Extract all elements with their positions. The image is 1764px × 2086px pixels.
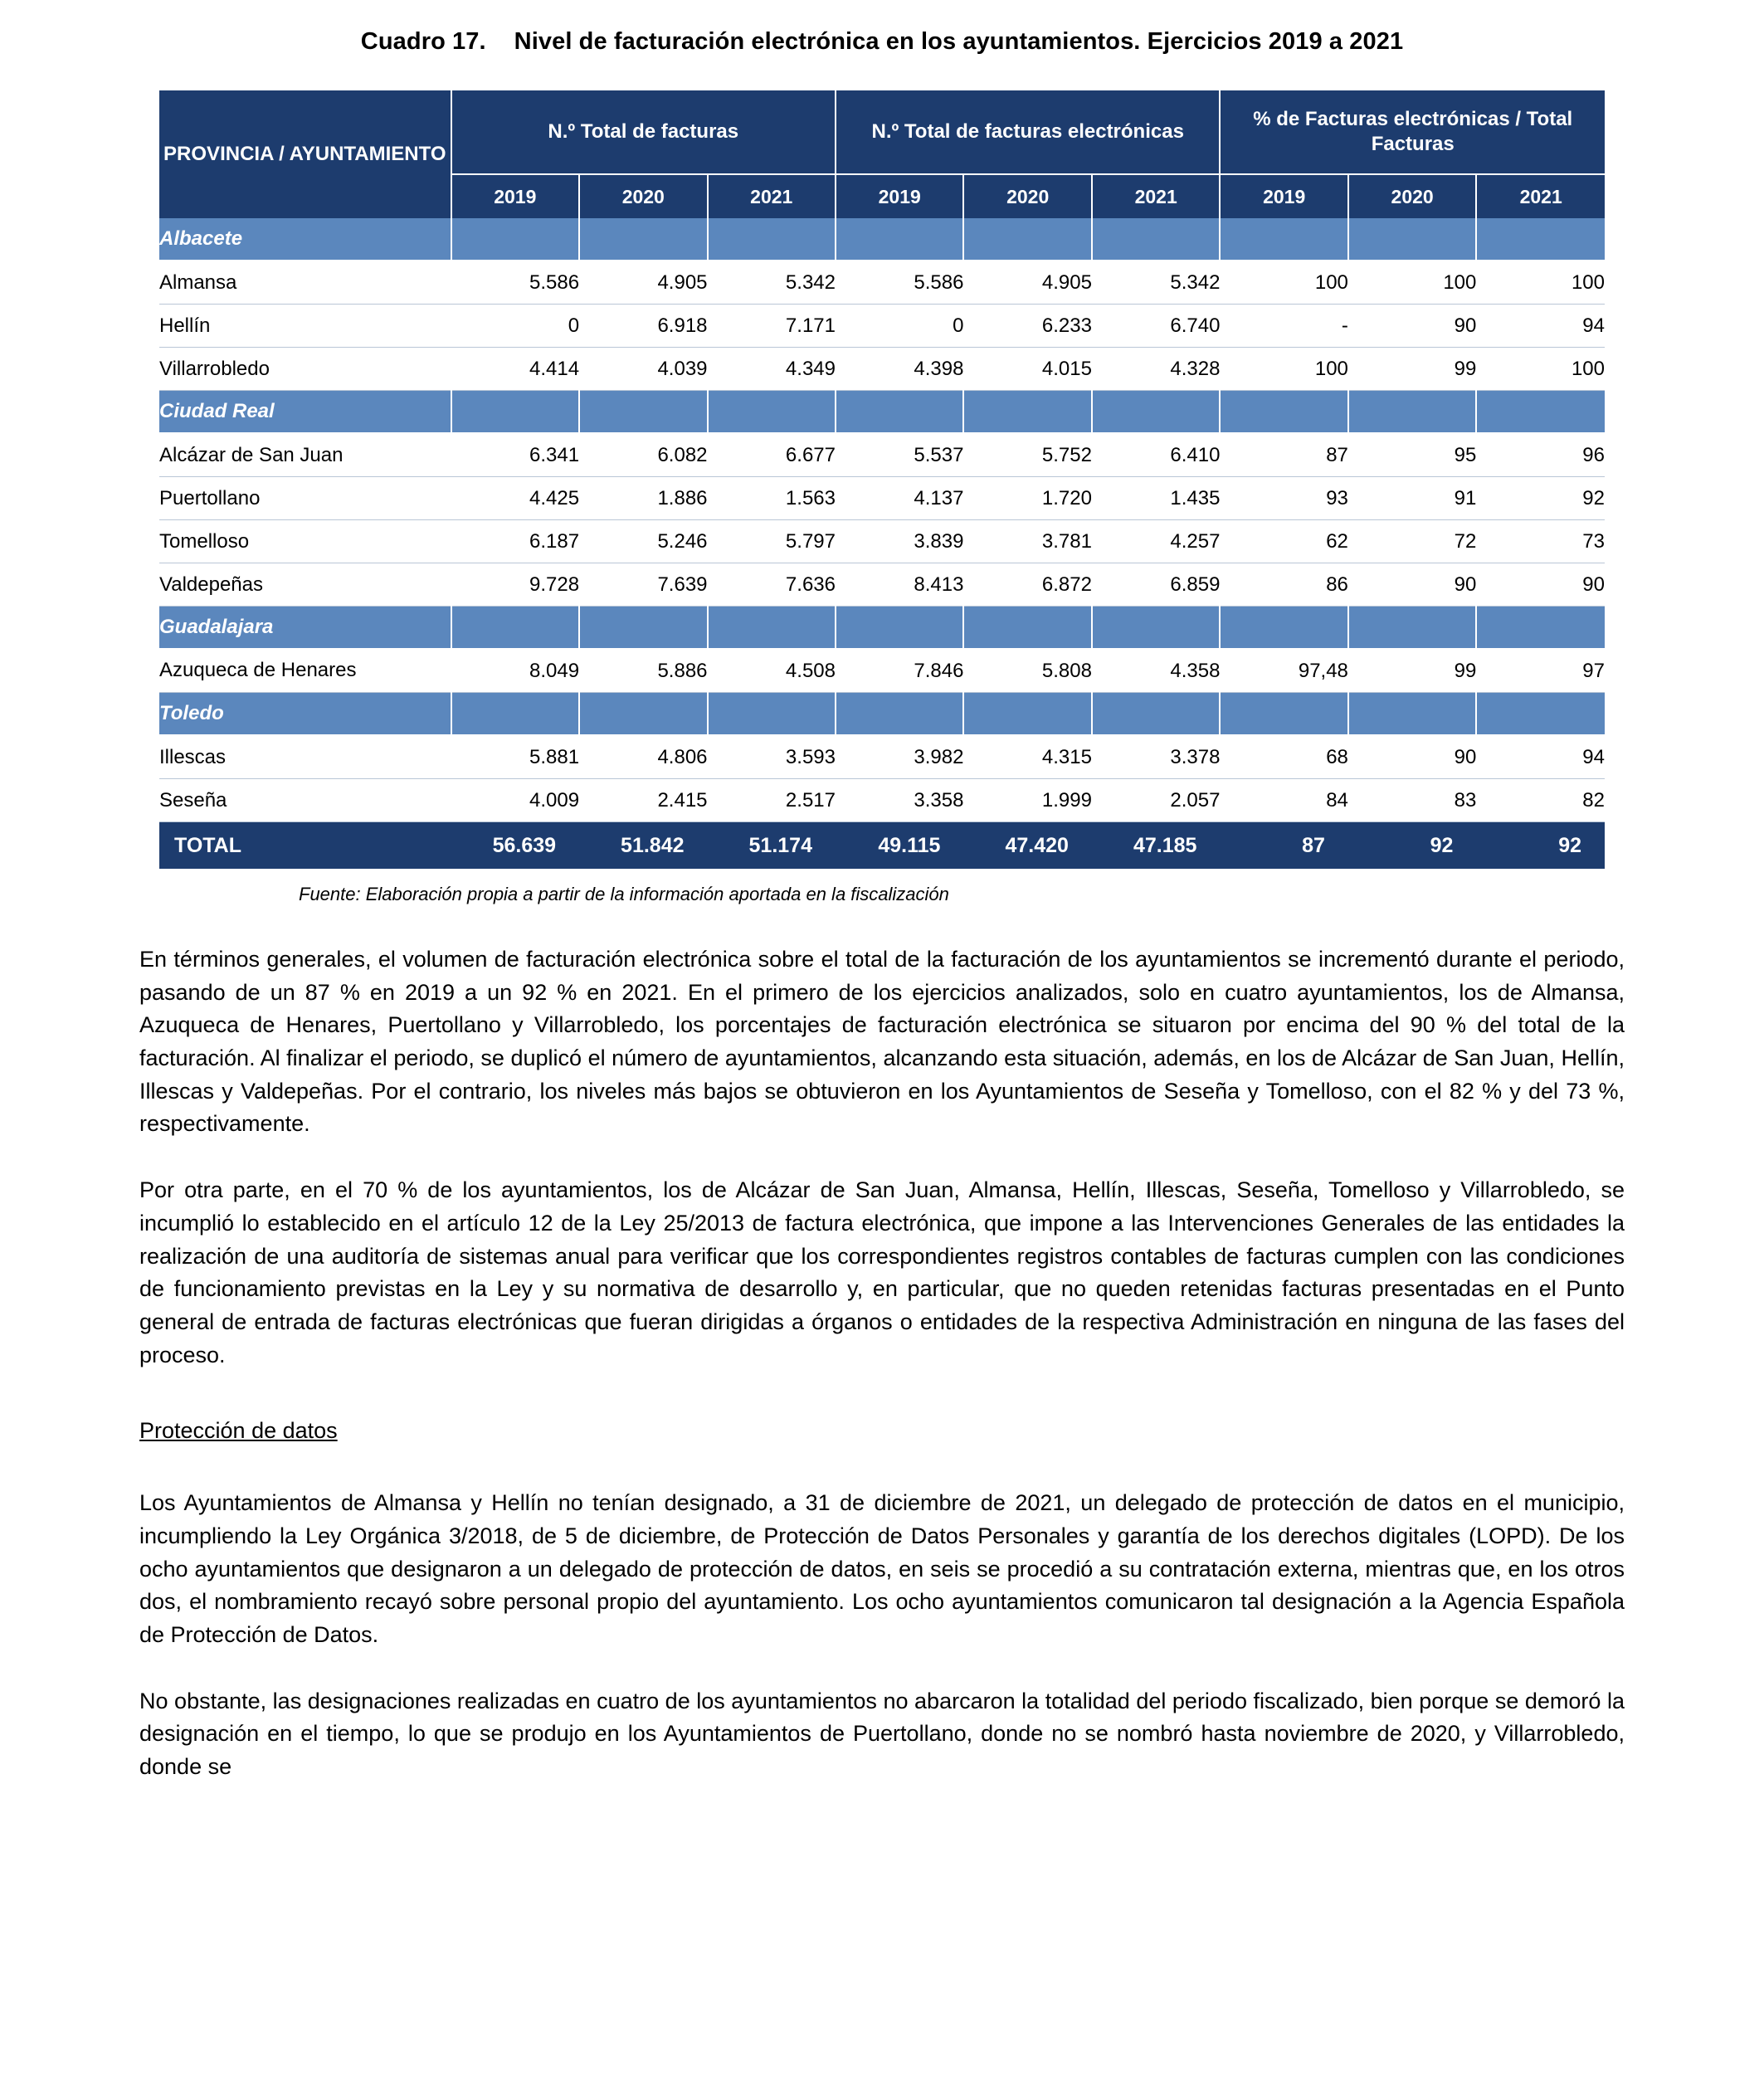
cell-value: 7.846 — [836, 649, 963, 693]
header-year-2020-c: 2020 — [1348, 174, 1476, 218]
cell-value: 5.886 — [579, 649, 707, 693]
total-value: 47.420 — [963, 822, 1091, 870]
cell-value: - — [1220, 305, 1347, 348]
cell-value: 93 — [1220, 477, 1347, 520]
page-title — [0, 28, 1764, 56]
cell-value: 97,48 — [1220, 649, 1347, 693]
header-group-facturas-electronicas: N.º Total de facturas electrónicas — [836, 90, 1220, 174]
cell-value: 4.414 — [451, 348, 579, 391]
province-blank — [579, 391, 707, 434]
cell-value: 3.839 — [836, 520, 963, 563]
cell-value: 3.358 — [836, 779, 963, 822]
cell-value: 83 — [1348, 779, 1476, 822]
cell-value: 3.781 — [963, 520, 1091, 563]
paragraph-1: En términos generales, el volumen de facturación electrónica sobre el total de la facturación de los ayuntamientos se incrementó durante el periodo, pasando de un 87 % en 2019 a un 92 % en 2021. En el primero de los ejercicios analizados, solo en cuatro ayuntamientos, los de Almansa, Azuqueca de Henares, Puertollano y Villarrobledo, los porcentajes de facturación electrónica se situaron por encima del 90 % del total de la facturación. Al finalizar el periodo, se duplicó el número de ayuntamientos, alcanzando esta situación, además, en los de Alcázar de San Juan, Hellín, Illescas y Valdepeñas. Por el contrario, los niveles más bajos se obtuvieron en los Ayuntamientos de Seseña y Tomelloso, con el 82 % y del 73 %, respectivamente. — [139, 947, 1625, 1137]
table-total-row — [159, 822, 1605, 870]
province-blank — [1092, 693, 1221, 736]
cell-value: 4.358 — [1092, 649, 1221, 693]
subheading-wrap — [139, 1405, 1625, 1465]
cell-value: 4.257 — [1092, 520, 1221, 563]
province-blank — [451, 607, 579, 650]
header-year-2020-a: 2020 — [579, 174, 707, 218]
province-blank — [451, 391, 579, 434]
cell-value: 100 — [1348, 261, 1476, 305]
province-blank — [963, 391, 1091, 434]
cell-value: 6.082 — [579, 433, 707, 477]
province-blank — [1092, 607, 1221, 650]
cell-value: 97 — [1476, 649, 1605, 693]
province-blank — [708, 693, 836, 736]
cell-value: 7.636 — [708, 563, 836, 607]
header-group-porcentaje: % de Facturas electrónicas / Total Facturas — [1220, 90, 1605, 174]
province-blank — [579, 607, 707, 650]
cell-value: 90 — [1348, 563, 1476, 607]
row-name: Seseña — [159, 779, 451, 822]
total-value: 51.842 — [579, 822, 707, 870]
cell-value: 87 — [1220, 433, 1347, 477]
province-blank — [1220, 218, 1347, 261]
province-blank — [1476, 607, 1605, 650]
paragraph-4: No obstante, las designaciones realizadas en cuatro de los ayuntamientos no abarcaron la totalidad del periodo fiscalizado, bien porque se demoró la designación en el tiempo, lo que se produjo en los Ayuntamientos de Puertollano, donde no se nombró hasta noviembre de 2020, y Villarrobledo, donde se — [139, 1688, 1625, 1780]
province-row — [159, 391, 1605, 434]
province-blank — [963, 607, 1091, 650]
province-blank — [451, 218, 579, 261]
header-group-total-facturas: N.º Total de facturas — [451, 90, 836, 174]
cell-value: 0 — [451, 305, 579, 348]
table-row — [159, 477, 1605, 520]
row-name: Valdepeñas — [159, 563, 451, 607]
cell-value: 4.398 — [836, 348, 963, 391]
table-row — [159, 520, 1605, 563]
cell-value: 6.872 — [963, 563, 1091, 607]
row-name: Alcázar de San Juan — [159, 433, 451, 477]
total-value: 47.185 — [1092, 822, 1221, 870]
cell-value: 4.328 — [1092, 348, 1221, 391]
header-provincia-ayuntamiento: PROVINCIA / AYUNTAMIENTO — [159, 90, 451, 218]
table-row — [159, 779, 1605, 822]
table-row — [159, 735, 1605, 779]
cell-value: 99 — [1348, 649, 1476, 693]
row-name: Puertollano — [159, 477, 451, 520]
table-row — [159, 348, 1605, 391]
cell-value: 1.886 — [579, 477, 707, 520]
cell-value: 95 — [1348, 433, 1476, 477]
cell-value: 8.413 — [836, 563, 963, 607]
cell-value: 5.808 — [963, 649, 1091, 693]
cell-value: 68 — [1220, 735, 1347, 779]
province-blank — [708, 607, 836, 650]
header-year-2020-b: 2020 — [963, 174, 1091, 218]
table-row — [159, 305, 1605, 348]
table-row — [159, 649, 1605, 693]
cell-value: 90 — [1348, 735, 1476, 779]
province-blank — [1348, 391, 1476, 434]
province-blank — [1220, 391, 1347, 434]
province-blank — [836, 218, 963, 261]
cell-value: 9.728 — [451, 563, 579, 607]
cell-value: 82 — [1476, 779, 1605, 822]
cell-value: 3.378 — [1092, 735, 1221, 779]
province-blank — [579, 218, 707, 261]
paragraph-3: Los Ayuntamientos de Almansa y Hellín no tenían designado, a 31 de diciembre de 2021, un delegado de protección de datos en el municipio, incumpliendo la Ley Orgánica 3/2018, de 5 de diciembre, de Protección de Datos Personales y garantía de los derechos digitales (LOPD). De los ocho ayuntamientos que designaron a un delegado de protección de datos, en seis se procedió a su contratación externa, mientras que, en los otros dos, el nombramiento recayó sobre personal propio del ayuntamiento. Los ocho ayuntamientos comunicaron tal designación a la Agencia Española de Protección de Datos. — [139, 1490, 1625, 1647]
cell-value: 6.341 — [451, 433, 579, 477]
cell-value: 100 — [1220, 348, 1347, 391]
province-blank — [708, 218, 836, 261]
row-name: Illescas — [159, 735, 451, 779]
cell-value: 1.720 — [963, 477, 1091, 520]
cell-value: 8.049 — [451, 649, 579, 693]
table-title-text: Nivel de facturación electrónica en los ayuntamientos. Ejercicios 2019 a 2021 — [514, 28, 1404, 55]
cell-value: 2.415 — [579, 779, 707, 822]
province-row — [159, 607, 1605, 650]
cell-value: 3.593 — [708, 735, 836, 779]
province-blank — [1476, 218, 1605, 261]
cell-value: 91 — [1348, 477, 1476, 520]
cell-value: 94 — [1476, 305, 1605, 348]
cell-value: 5.586 — [451, 261, 579, 305]
row-name: Almansa — [159, 261, 451, 305]
province-blank — [1348, 607, 1476, 650]
province-blank — [708, 391, 836, 434]
cell-value: 6.677 — [708, 433, 836, 477]
paragraph-2: Por otra parte, en el 70 % de los ayuntamientos, los de Alcázar de San Juan, Almansa, Hellín, Illescas, Seseña, Tomelloso y Villarrobledo, se incumplió lo establecido en el artículo 12 de la Ley 25/2013 de factura electrónica, que impone a las Intervenciones Generales de las entidades la realización de una auditoría de sistemas anual para verificar que los correspondientes registros contables de facturas cumplen con las condiciones de funcionamiento previstas en la Ley y su normativa de desarrollo y, en particular, que no queden retenidas facturas presentadas en el Punto general de entrada de facturas electrónicas que fueran dirigidas a órganos o entidades de la respectiva Administración en ninguna de las fases del proceso. — [139, 1177, 1625, 1367]
province-blank — [1220, 607, 1347, 650]
cell-value: 6.410 — [1092, 433, 1221, 477]
cell-value: 2.517 — [708, 779, 836, 822]
province-blank — [451, 693, 579, 736]
cell-value: 5.342 — [1092, 261, 1221, 305]
province-blank — [579, 693, 707, 736]
cell-value: 1.999 — [963, 779, 1091, 822]
cell-value: 5.797 — [708, 520, 836, 563]
table-container — [159, 90, 1605, 905]
cell-value: 100 — [1476, 348, 1605, 391]
province-blank — [1476, 693, 1605, 736]
province-label: Albacete — [159, 218, 451, 261]
total-label: TOTAL — [159, 822, 451, 870]
cell-value: 84 — [1220, 779, 1347, 822]
province-blank — [963, 693, 1091, 736]
cell-value: 1.435 — [1092, 477, 1221, 520]
cell-value: 6.918 — [579, 305, 707, 348]
province-blank — [1220, 693, 1347, 736]
header-year-2021-a: 2021 — [708, 174, 836, 218]
cell-value: 5.586 — [836, 261, 963, 305]
cell-value: 7.639 — [579, 563, 707, 607]
cell-value: 5.881 — [451, 735, 579, 779]
cell-value: 1.563 — [708, 477, 836, 520]
cell-value: 4.015 — [963, 348, 1091, 391]
province-blank — [1476, 391, 1605, 434]
header-year-2021-c: 2021 — [1476, 174, 1605, 218]
cell-value: 4.806 — [579, 735, 707, 779]
subheading-proteccion-datos: Protección de datos — [139, 1418, 338, 1444]
province-blank — [836, 693, 963, 736]
header-year-2019-c: 2019 — [1220, 174, 1347, 218]
cell-value: 94 — [1476, 735, 1605, 779]
province-blank — [1092, 391, 1221, 434]
table-header-row-groups — [159, 90, 1605, 174]
total-value: 92 — [1348, 822, 1476, 870]
cell-value: 4.508 — [708, 649, 836, 693]
total-value: 56.639 — [451, 822, 579, 870]
table-number: Cuadro 17. — [360, 28, 486, 55]
table-source-note: Fuente: Elaboración propia a partir de la información aportada en la fiscalización — [299, 884, 949, 904]
total-value: 92 — [1476, 822, 1605, 870]
facturacion-table — [159, 90, 1605, 869]
province-label: Toledo — [159, 693, 451, 736]
cell-value: 90 — [1476, 563, 1605, 607]
document-body — [139, 905, 1625, 1784]
cell-value: 4.425 — [451, 477, 579, 520]
cell-value: 4.039 — [579, 348, 707, 391]
row-name: Tomelloso — [159, 520, 451, 563]
cell-value: 6.740 — [1092, 305, 1221, 348]
cell-value: 86 — [1220, 563, 1347, 607]
province-blank — [963, 218, 1091, 261]
province-row — [159, 693, 1605, 736]
cell-value: 4.349 — [708, 348, 836, 391]
cell-value: 6.859 — [1092, 563, 1221, 607]
cell-value: 100 — [1220, 261, 1347, 305]
province-label: Guadalajara — [159, 607, 451, 650]
header-year-2021-b: 2021 — [1092, 174, 1221, 218]
cell-value: 99 — [1348, 348, 1476, 391]
cell-value: 4.905 — [963, 261, 1091, 305]
cell-value: 2.057 — [1092, 779, 1221, 822]
cell-value: 5.246 — [579, 520, 707, 563]
cell-value: 90 — [1348, 305, 1476, 348]
cell-value: 4.137 — [836, 477, 963, 520]
cell-value: 92 — [1476, 477, 1605, 520]
cell-value: 4.315 — [963, 735, 1091, 779]
total-value: 49.115 — [836, 822, 963, 870]
cell-value: 5.752 — [963, 433, 1091, 477]
table-row — [159, 563, 1605, 607]
province-blank — [1348, 693, 1476, 736]
cell-value: 0 — [836, 305, 963, 348]
cell-value: 96 — [1476, 433, 1605, 477]
header-year-2019-b: 2019 — [836, 174, 963, 218]
cell-value: 62 — [1220, 520, 1347, 563]
cell-value: 73 — [1476, 520, 1605, 563]
cell-value: 7.171 — [708, 305, 836, 348]
row-name: Hellín — [159, 305, 451, 348]
province-blank — [836, 391, 963, 434]
cell-value: 100 — [1476, 261, 1605, 305]
header-year-2019-a: 2019 — [451, 174, 579, 218]
cell-value: 6.233 — [963, 305, 1091, 348]
province-blank — [836, 607, 963, 650]
row-name: Villarrobledo — [159, 348, 451, 391]
cell-value: 5.342 — [708, 261, 836, 305]
document-page — [0, 28, 1764, 2086]
total-value: 51.174 — [708, 822, 836, 870]
total-value: 87 — [1220, 822, 1347, 870]
cell-value: 3.982 — [836, 735, 963, 779]
province-row — [159, 218, 1605, 261]
province-blank — [1348, 218, 1476, 261]
table-row — [159, 261, 1605, 305]
province-label: Ciudad Real — [159, 391, 451, 434]
cell-value: 4.905 — [579, 261, 707, 305]
cell-value: 5.537 — [836, 433, 963, 477]
table-row — [159, 433, 1605, 477]
cell-value: 6.187 — [451, 520, 579, 563]
cell-value: 4.009 — [451, 779, 579, 822]
cell-value: 72 — [1348, 520, 1476, 563]
province-blank — [1092, 218, 1221, 261]
row-name: Azuqueca de Henares — [159, 649, 451, 693]
